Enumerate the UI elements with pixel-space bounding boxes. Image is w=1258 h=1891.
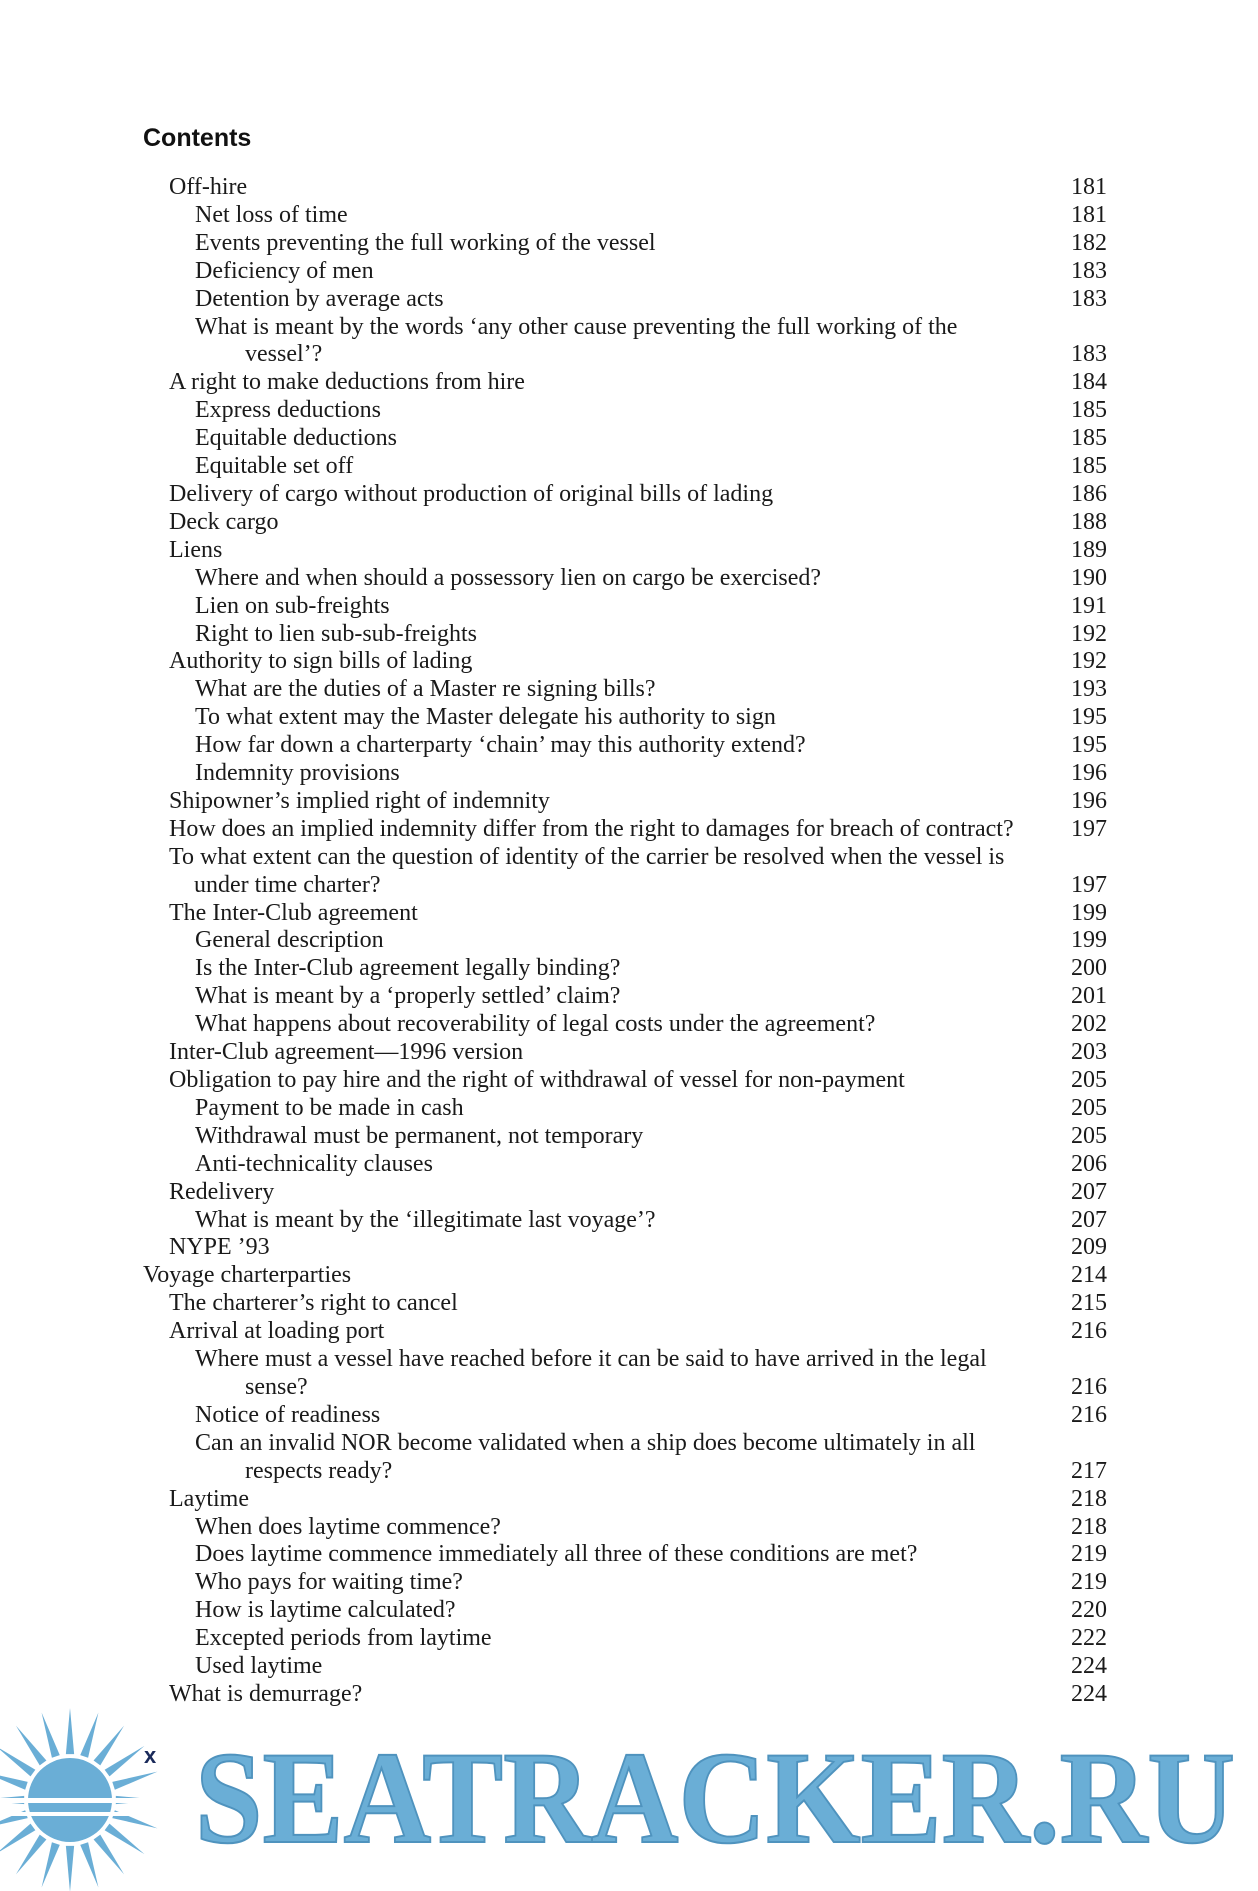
toc-entry-title: Delivery of cargo without production of original bills of lading [169,480,774,507]
toc-entry-title: Events preventing the full working of the vessel [195,229,656,256]
toc-entry [0,955,1258,983]
toc-entry-page: 184 [1071,369,1107,396]
toc-entry [0,900,1258,928]
toc-entry-page: 215 [1071,1290,1107,1317]
toc-entry [0,1430,1258,1486]
toc-entry [0,788,1258,816]
toc-entry-title: Laytime [169,1485,249,1512]
watermark-logo [195,1730,1245,1880]
toc-entry-title: Net loss of time [195,201,348,228]
toc-entry-title: Authority to sign bills of lading [169,648,473,675]
toc-entry-page: 192 [1071,620,1107,647]
toc-entry [0,425,1258,453]
toc-entry-page: 199 [1071,899,1107,926]
toc-entry-page: 224 [1071,1680,1107,1707]
toc-entry-page: 186 [1071,480,1107,507]
toc-entry [0,1569,1258,1597]
toc-entry-title: Equitable deductions [195,425,397,452]
page-heading: Contents [143,124,252,152]
toc-entry [0,258,1258,286]
toc-entry-title: Voyage charterparties [143,1262,352,1289]
toc-entry-title: Detention by average acts [195,285,444,312]
toc-entry-title: What is meant by the words ‘any other cause preventing the full working of the vessel’? [195,313,958,368]
toc-entry-page: 200 [1071,955,1107,982]
toc-entry-title: Does laytime commence immediately all three of these conditions are met? [195,1541,918,1568]
toc-entry-title: Excepted periods from laytime [195,1625,492,1652]
toc-entry-page: 182 [1071,229,1107,256]
toc-entry-title: Shipowner’s implied right of indemnity [169,787,550,814]
toc-entry [0,1346,1258,1402]
toc-entry-title: The charterer’s right to cancel [169,1290,458,1317]
toc-entry-page: 192 [1071,648,1107,675]
toc-entry-title: Deficiency of men [195,257,374,284]
toc-entry-page: 216 [1071,1373,1107,1400]
toc-entry-page: 185 [1071,453,1107,480]
toc-entry-page: 183 [1071,285,1107,312]
toc-entry-title: Used laytime [195,1653,323,1680]
toc-entry-title: Obligation to pay hire and the right of withdrawal of vessel for non-payment [169,1067,905,1093]
toc-entry-page: 219 [1071,1569,1107,1596]
toc-entry-title: General description [195,927,384,954]
toc-entry-title: Right to lien sub-sub-freights [195,620,477,647]
toc-entry [0,537,1258,565]
toc-entry [0,509,1258,537]
toc-entry-page: 199 [1071,927,1107,954]
toc-entry [0,1039,1258,1067]
toc-entry [0,1290,1258,1318]
toc-entry-page: 201 [1071,983,1107,1010]
toc-entry-page: 185 [1071,425,1107,452]
toc-entry-title: Anti-technicality clauses [195,1150,433,1177]
toc-entry-title: A right to make deductions from hire [169,369,525,396]
toc-entry-title: Payment to be made in cash [195,1094,464,1121]
toc-entry-title: Liens [169,536,223,563]
toc-entry-title: Equitable set off [195,453,354,480]
toc-entry-page: 206 [1071,1150,1107,1177]
toc-entry [0,816,1258,844]
toc-entry-title: Off-hire [169,174,248,200]
toc-entry [0,397,1258,425]
toc-entry [0,314,1258,370]
toc-entry-title: What happens about recoverability of legal costs under the agreement? [195,1011,876,1038]
toc-entry-page: 214 [1071,1262,1107,1289]
toc-entry-title: Arrival at loading port [169,1318,385,1345]
toc-entry-title: The Inter-Club agreement [169,899,418,926]
toc-entry [0,1179,1258,1207]
toc-entry-title: NYPE ’93 [169,1234,270,1261]
toc-entry-title: How is laytime calculated? [195,1597,456,1624]
toc-entry-page: 196 [1071,760,1107,787]
toc-entry [0,1514,1258,1542]
toc-entry-page: 203 [1071,1039,1107,1066]
toc-entry [0,1262,1258,1290]
toc-entry-page: 189 [1071,536,1107,563]
page-folio: x [144,1743,157,1768]
toc-entry-page: 197 [1071,815,1107,842]
toc-entry-title: Indemnity provisions [195,760,400,787]
toc-entry-page: 205 [1071,1094,1107,1121]
toc-entry [0,1541,1258,1569]
toc-entry [0,202,1258,230]
toc-entry-page: 218 [1071,1513,1107,1540]
toc-entry-title: Can an invalid NOR become validated when a ship does become ultimately in all respects ready? [195,1429,976,1484]
toc-entry-page: 195 [1071,732,1107,759]
toc-entry-title: Where must a vessel have reached before it can be said to have arrived in the legal sense? [195,1346,987,1400]
toc-entry [0,1486,1258,1514]
toc-entry-title: What is meant by the ‘illegitimate last voyage’? [195,1206,656,1233]
toc-entry-page: 219 [1071,1541,1107,1568]
toc-entry [0,1234,1258,1262]
toc-entry-page: 216 [1071,1318,1107,1345]
toc-entry-page: 197 [1071,871,1107,898]
toc-entry [0,1402,1258,1430]
toc-entry-page: 191 [1071,592,1107,619]
toc-entry-title: Where and when should a possessory lien on cargo be exercised? [195,564,822,591]
toc-entry-page: 195 [1071,704,1107,731]
toc-entry [0,286,1258,314]
toc-entry-page: 222 [1071,1625,1107,1652]
toc-entry [0,481,1258,509]
table-of-contents [0,174,1258,1709]
toc-entry [0,983,1258,1011]
toc-entry-page: 193 [1071,676,1107,703]
toc-entry-title: Who pays for waiting time? [195,1569,463,1596]
toc-entry-page: 207 [1071,1178,1107,1205]
toc-entry-page: 183 [1071,257,1107,284]
toc-entry [0,760,1258,788]
toc-entry [0,621,1258,649]
toc-entry-title: How far down a charterparty ‘chain’ may this authority extend? [195,732,806,759]
toc-entry [0,1597,1258,1625]
toc-entry [0,1318,1258,1346]
toc-entry-title: Lien on sub-freights [195,592,390,619]
toc-entry [0,453,1258,481]
toc-entry [0,1207,1258,1235]
toc-entry-page: 209 [1071,1234,1107,1261]
toc-entry-page: 218 [1071,1485,1107,1512]
toc-entry [0,1011,1258,1039]
toc-entry-page: 185 [1071,397,1107,424]
toc-entry-title: What are the duties of a Master re signing bills? [195,676,656,703]
toc-entry-title: To what extent can the question of identity of the carrier be resolved when the vessel is under time charter? [169,843,1005,898]
toc-entry [0,593,1258,621]
toc-entry-page: 207 [1071,1206,1107,1233]
toc-entry [0,565,1258,593]
toc-entry-title: Deck cargo [169,508,279,535]
toc-entry-title: Is the Inter-Club agreement legally binding? [195,955,621,982]
toc-entry [0,1123,1258,1151]
toc-entry-page: 183 [1071,341,1107,368]
toc-entry-title: When does laytime commence? [195,1513,501,1540]
toc-entry [0,230,1258,258]
toc-entry [0,1067,1258,1095]
toc-entry-page: 190 [1071,564,1107,591]
toc-entry [0,704,1258,732]
toc-entry [0,174,1258,202]
toc-entry-page: 181 [1071,201,1107,228]
toc-entry-page: 188 [1071,508,1107,535]
toc-entry-title: How does an implied indemnity differ from the right to damages for breach of contract? [169,815,1014,842]
toc-entry [0,1095,1258,1123]
toc-entry [0,927,1258,955]
toc-entry-page: 220 [1071,1597,1107,1624]
toc-entry-title: To what extent may the Master delegate his authority to sign [195,704,776,731]
toc-entry [0,648,1258,676]
toc-entry-page: 224 [1071,1653,1107,1680]
toc-entry [0,1625,1258,1653]
toc-entry [0,676,1258,704]
toc-entry-title: Express deductions [195,397,381,424]
toc-entry-title: What is meant by a ‘properly settled’ claim? [195,983,621,1010]
toc-entry-page: 205 [1071,1067,1107,1093]
toc-entry-title: Redelivery [169,1178,275,1205]
toc-entry-page: 205 [1071,1122,1107,1149]
toc-entry-page: 216 [1071,1401,1107,1428]
toc-entry [0,1151,1258,1179]
watermark-text: SEATRACKER.RU [195,1730,1235,1871]
toc-entry-page: 196 [1071,787,1107,814]
toc-entry [0,732,1258,760]
toc-entry [0,369,1258,397]
toc-entry-title: Withdrawal must be permanent, not temporary [195,1122,644,1149]
toc-entry-title: Inter-Club agreement—1996 version [169,1039,524,1066]
toc-entry [0,844,1258,900]
sun-logo-icon [0,1700,190,1891]
toc-entry-title: Notice of readiness [195,1401,381,1428]
toc-entry-page: 202 [1071,1011,1107,1038]
toc-entry-title: What is demurrage? [169,1680,363,1707]
toc-entry-page: 217 [1071,1457,1107,1484]
toc-entry-page: 181 [1071,174,1107,200]
toc-entry [0,1653,1258,1681]
